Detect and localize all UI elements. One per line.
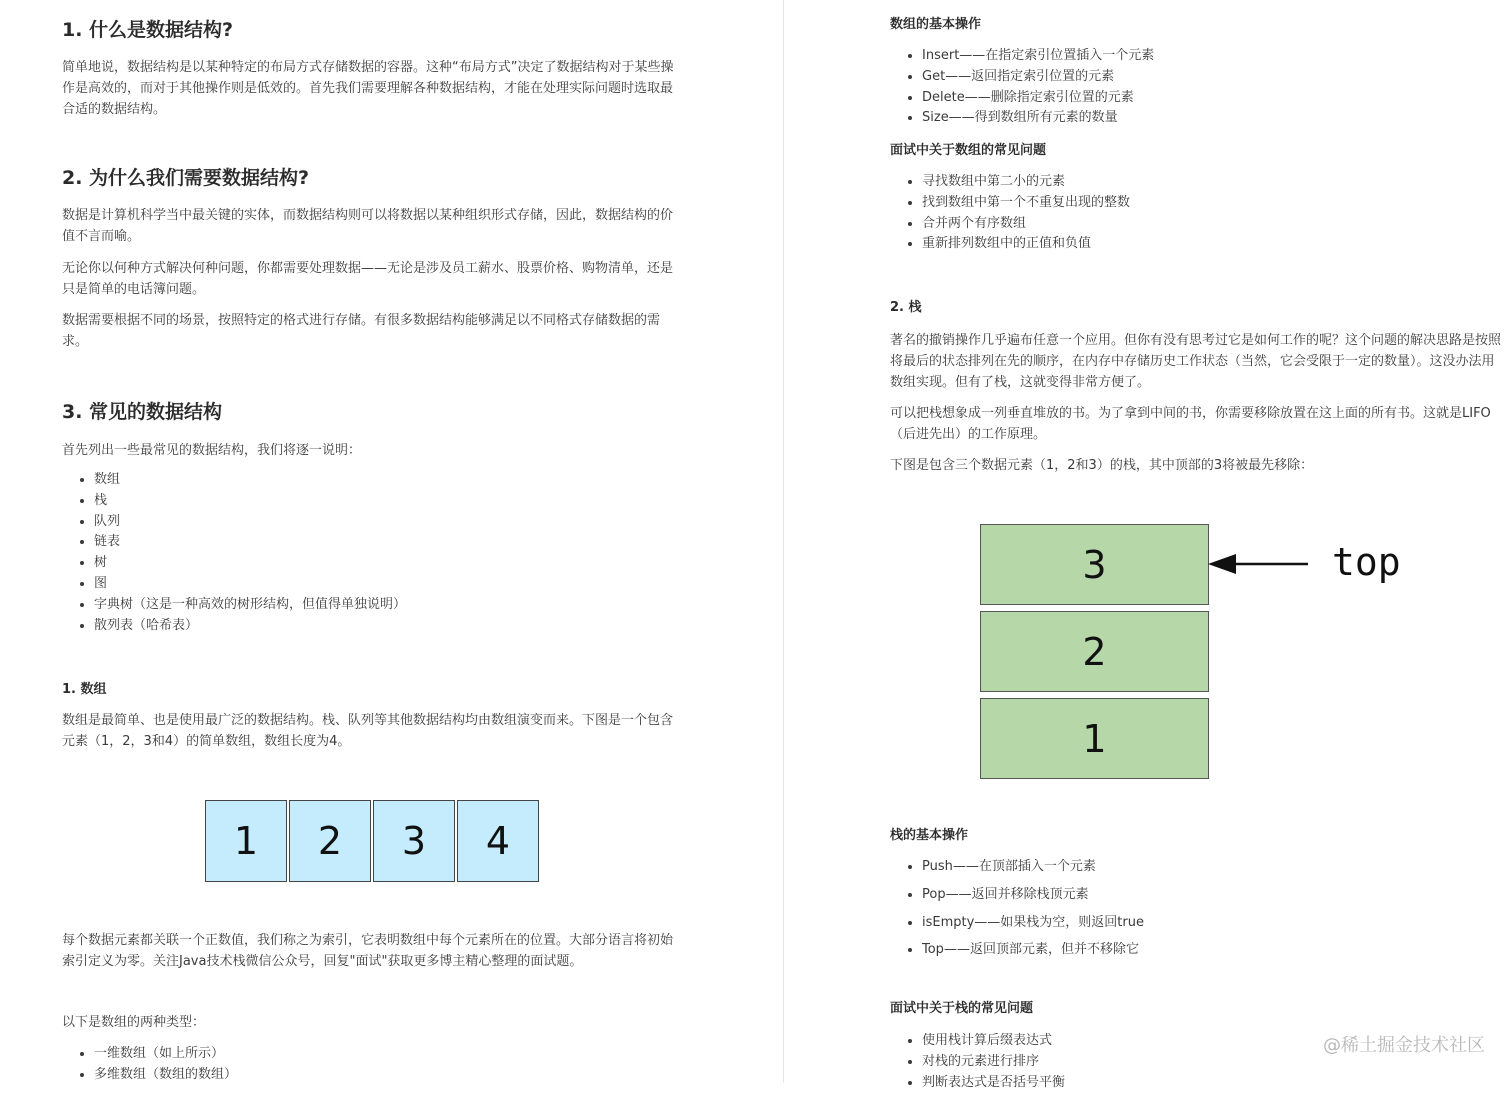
stack-cell: 3: [980, 524, 1209, 605]
list-item: • Push——在顶部插入一个元素: [922, 857, 1512, 878]
stack-ops-list: [890, 857, 1512, 968]
arrow-left-icon: [1206, 550, 1312, 580]
list-item: • 寻找数组中第二小的元素: [922, 172, 1512, 193]
array-faq-list: [890, 172, 1512, 255]
list-item: • 数组: [94, 470, 706, 491]
list-item: • Delete——删除指定索引位置的元素: [922, 88, 1512, 109]
paragraph: 下图是包含三个数据元素（1，2和3）的栈，其中顶部的3将被最先移除：: [890, 458, 1314, 473]
array-cell: 4: [457, 800, 539, 882]
list-item: • 散列表（哈希表）: [94, 616, 706, 637]
list-item: • 重新排列数组中的正值和负值: [922, 234, 1512, 255]
array-ops-list: [890, 46, 1512, 129]
list-item: • 判断表达式是否括号平衡: [922, 1073, 1512, 1093]
paragraph: 著名的撤销操作几乎遍布任意一个应用。但你有没有思考过它是如何工作的呢？这个问题的解决思路是按照将最后的状态排列在先的顺序，在内存中存储历史工作状态（当然，它会受限于一定的数量）。这没办法用数组实现。但有了栈，这就变得非常方便了。: [890, 333, 1502, 390]
array-types-list: [62, 1044, 706, 1086]
paragraph: 简单地说，数据结构是以某种特定的布局方式存储数据的容器。这种“布局方式”决定了数据结构对于某些操作是高效的，而对于其他操作则是低效的。首先我们需要理解各种数据结构，才能在处理实际问题时选取最合适的数据结构。: [62, 60, 674, 117]
list-item: • Top——返回顶部元素，但并不移除它: [922, 940, 1512, 961]
list-item: • 合并两个有序数组: [922, 214, 1512, 235]
array-cell: 2: [289, 800, 371, 882]
array-diagram: [205, 800, 539, 882]
paragraph: 无论你以何种方式解决何种问题，你都需要处理数据——无论是涉及员工薪水、股票价格、购物清单，还是只是简单的电话簿问题。: [62, 261, 674, 297]
paragraph: 数组是最简单、也是使用最广泛的数据结构。栈、队列等其他数据结构均由数组演变而来。下图是一个包含元素（1，2，3和4）的简单数组，数组长度为4。: [62, 713, 674, 749]
list-item: • Pop——返回并移除栈顶元素: [922, 885, 1512, 906]
list-item: • Get——返回指定索引位置的元素: [922, 67, 1512, 88]
heading-array-ops: 数组的基本操作: [890, 17, 982, 32]
heading-why-ds: 2. 为什么我们需要数据结构?: [62, 167, 310, 189]
heading-common-ds: 3. 常见的数据结构: [62, 401, 223, 423]
heading-array: 1. 数组: [62, 682, 107, 697]
list-item: • 找到数组中第一个不重复出现的整数: [922, 193, 1512, 214]
list-item: • 链表: [94, 532, 706, 553]
paragraph: 数据是计算机科学当中最关键的实体，而数据结构则可以将数据以某种组织形式存储，因此，数据结构的价值不言而喻。: [62, 208, 674, 244]
heading-what-is-ds: 1. 什么是数据结构?: [62, 19, 234, 41]
paragraph: 数据需要根据不同的场景，按照特定的格式进行存储。有很多数据结构能够满足以不同格式存储数据的需求。: [62, 313, 661, 349]
list-item: • 字典树（这是一种高效的树形结构，但值得单独说明）: [94, 595, 706, 616]
list-item: • 图: [94, 574, 706, 595]
stack-cell: 2: [980, 611, 1209, 692]
list-item: • 使用栈计算后缀表达式: [922, 1031, 1512, 1052]
list-item: • 树: [94, 553, 706, 574]
paragraph: 以下是数组的两种类型：: [62, 1015, 206, 1030]
page-divider: [783, 0, 784, 1083]
array-cell: 1: [205, 800, 287, 882]
list-item: • 栈: [94, 491, 706, 512]
list-item: • 一维数组（如上所示）: [94, 1044, 706, 1065]
structures-list: [62, 470, 706, 636]
paragraph: 可以把栈想象成一列垂直堆放的书。为了拿到中间的书，你需要移除放置在这上面的所有书。这就是LIFO（后进先出）的工作原理。: [890, 406, 1491, 442]
stack-top-label: top: [1332, 540, 1401, 584]
paragraph: 首先列出一些最常见的数据结构，我们将逐一说明：: [62, 443, 362, 458]
stack-cell: 1: [980, 698, 1209, 779]
heading-array-faq: 面试中关于数组的常见问题: [890, 143, 1047, 158]
array-cell: 3: [373, 800, 455, 882]
watermark: @稀土掘金技术社区: [1323, 1035, 1485, 1056]
list-item: • 对栈的元素进行排序: [922, 1052, 1512, 1073]
list-item: • Size——得到数组所有元素的数量: [922, 108, 1512, 129]
list-item: • 多维数组（数组的数组）: [94, 1065, 706, 1086]
list-item: • Insert——在指定索引位置插入一个元素: [922, 46, 1512, 67]
paragraph: 每个数据元素都关联一个正数值，我们称之为索引，它表明数组中每个元素所在的位置。大部分语言将初始索引定义为零。关注Java技术栈微信公众号，回复"面试"获取更多博主精心整理的面试题。: [62, 933, 674, 969]
stack-diagram: [980, 524, 1209, 785]
heading-stack: 2. 栈: [890, 300, 922, 315]
list-item: • isEmpty——如果栈为空，则返回true: [922, 913, 1512, 934]
list-item: • 队列: [94, 512, 706, 533]
heading-stack-ops: 栈的基本操作: [890, 828, 969, 843]
heading-stack-faq: 面试中关于栈的常见问题: [890, 1001, 1034, 1016]
